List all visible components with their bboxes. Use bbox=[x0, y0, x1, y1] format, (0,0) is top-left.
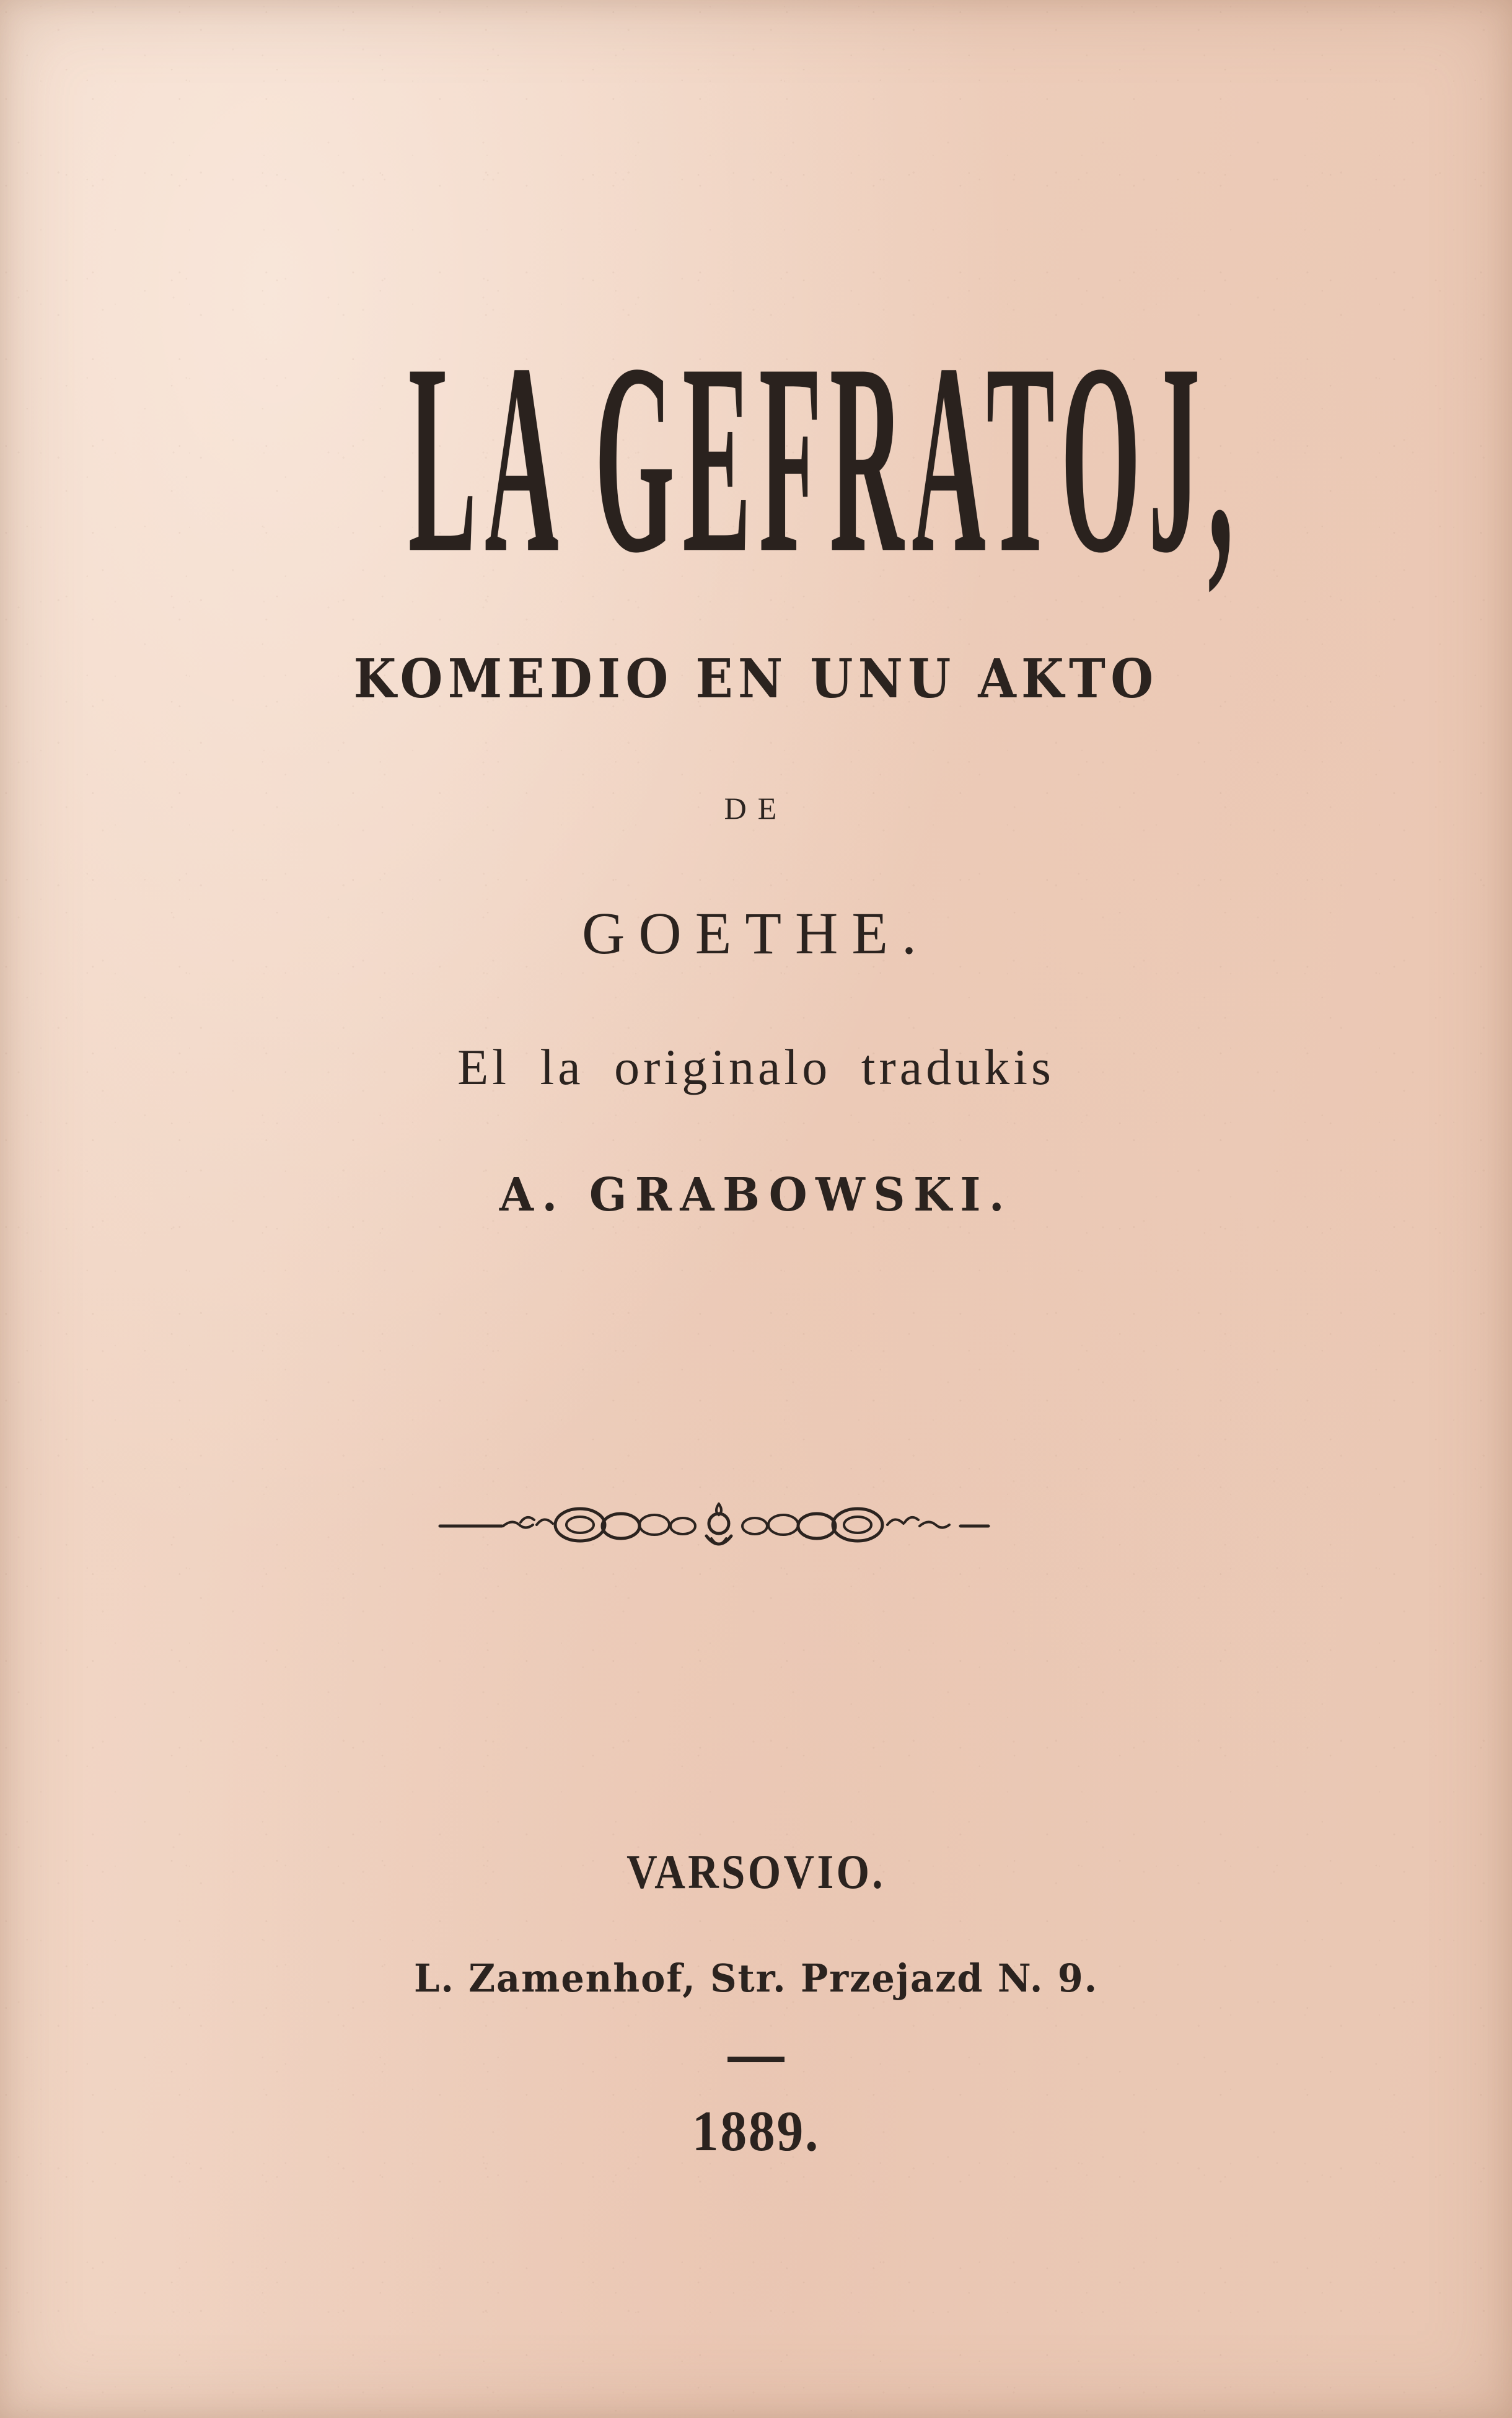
imprint-year: 1889. bbox=[692, 2099, 820, 2163]
translator-name: A. GRABOWSKI. bbox=[499, 1168, 1013, 1222]
by-word: DE bbox=[724, 791, 788, 826]
translator-credit-line: El la originalo tradukis bbox=[457, 1039, 1055, 1095]
author-name: GOETHE. bbox=[582, 900, 930, 966]
imprint-divider-rule bbox=[727, 2057, 785, 2062]
subtitle: KOMEDIO EN UNU AKTO bbox=[353, 648, 1159, 710]
imprint-publisher: L. Zamenhof, Str. Przejazd N. 9. bbox=[414, 1956, 1098, 2001]
imprint-city: VARSOVIO. bbox=[626, 1845, 886, 1899]
ornamental-divider-icon bbox=[428, 1488, 1084, 1562]
page-title: LA GEFRATOJ, bbox=[408, 307, 1242, 609]
